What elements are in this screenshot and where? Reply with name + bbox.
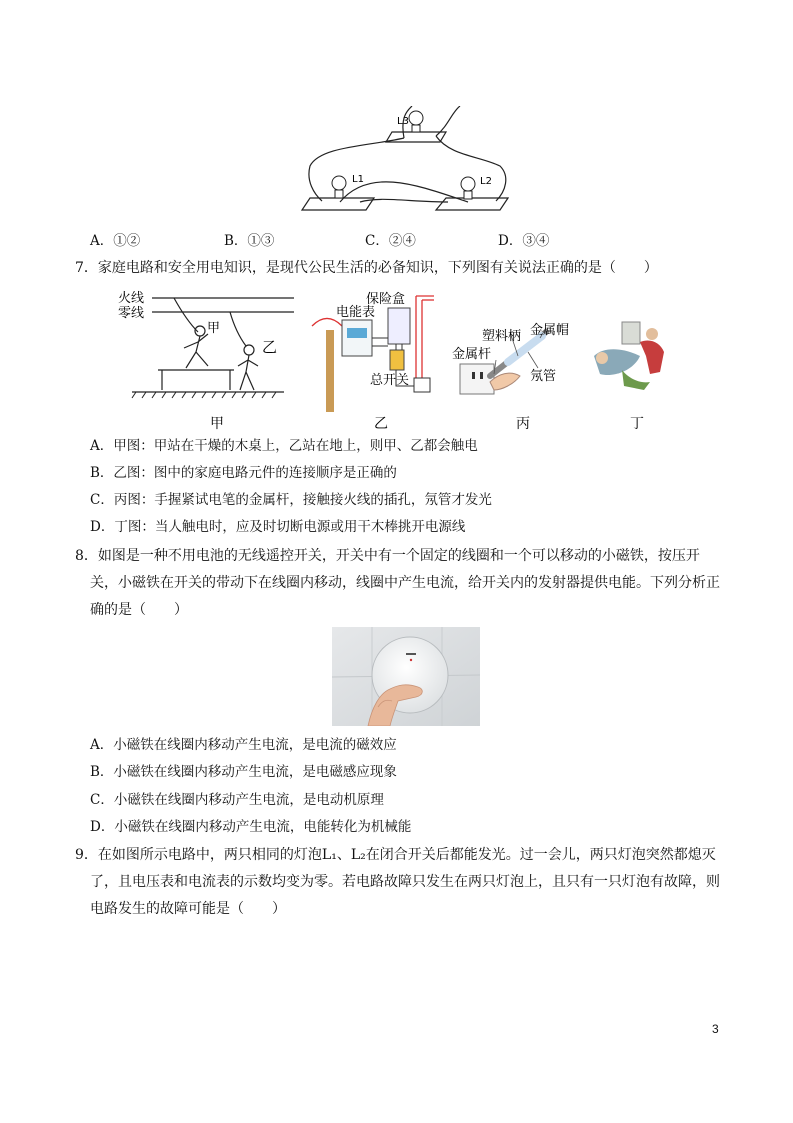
q6-option-a: A．①② xyxy=(90,233,141,249)
q7-jia-person-a-label: 甲 xyxy=(207,321,221,336)
q8-stem-line-2: 关，小磁铁在开关的带动下在线圈内移动，线圈中产生电流，给开关内的发射器提供电能。下列分析正 xyxy=(90,575,720,591)
q6-label-l3: L3 xyxy=(397,116,409,127)
q7-jia-live-label: 火线 xyxy=(118,291,145,306)
q7-option-c: C．丙图：手握紧试电笔的金属杆，接触接火线的插孔，氖管才发光 xyxy=(90,492,492,508)
q6-option-d: D．③④ xyxy=(498,233,550,249)
q9-stem-line-3: 电路发生的故障可能是（ ） xyxy=(90,901,286,917)
q6-label-l1: L1 xyxy=(352,174,364,185)
q7-figure-yi xyxy=(302,286,450,434)
q7-yi-switch-label: 总开关 xyxy=(370,373,410,388)
q8-stem-line-1: 8．如图是一种不用电池的无线遥控开关，开关中有一个固定的线圈和一个可以移动的小磁铁，按压开 xyxy=(75,548,700,564)
q7-bing-cap-label: 金属帽 xyxy=(530,323,570,338)
q7-yi-meter-label: 电能表 xyxy=(336,305,376,320)
q9-stem-line-2: 了，且电压表和电流表的示数均变为零。若电路故障只发生在两只灯泡上，且只有一只灯泡有故障，则 xyxy=(90,874,720,890)
q8-stem-line-3: 确的是（ ） xyxy=(90,602,188,618)
q7-caption-jia: 甲 xyxy=(210,416,224,432)
q7-jia-person-b-label: 乙 xyxy=(262,338,278,356)
q6-circuit-figure xyxy=(300,106,515,220)
q7-figure-jia xyxy=(112,286,297,434)
q7-option-b: B．乙图：图中的家庭电路元件的连接顺序是正确的 xyxy=(90,465,397,481)
q7-bing-plastic-label: 塑料柄 xyxy=(482,329,522,344)
q6-option-b: B．①③ xyxy=(224,233,275,249)
page-number: 3 xyxy=(712,1022,719,1036)
q8-option-c: C．小磁铁在线圈内移动产生电流，是电动机原理 xyxy=(90,792,384,808)
q7-option-a: A．甲图：甲站在干燥的木桌上，乙站在地上，则甲、乙都会触电 xyxy=(90,438,478,454)
q7-caption-bing: 丙 xyxy=(516,416,530,432)
q7-stem: 7．家庭电路和安全用电知识，是现代公民生活的必备知识，下列图有关说法正确的是（ ） xyxy=(75,260,658,276)
q7-figure-bing xyxy=(450,286,586,434)
q6-option-c: C．②④ xyxy=(365,233,416,249)
q8-option-b: B．小磁铁在线圈内移动产生电流，是电磁感应现象 xyxy=(90,764,397,780)
q7-option-d: D．丁图：当人触电时，应及时切断电源或用干木棒挑开电源线 xyxy=(90,519,466,535)
q8-option-d: D．小磁铁在线圈内移动产生电流，电能转化为机械能 xyxy=(90,819,412,835)
q7-caption-yi: 乙 xyxy=(374,416,388,432)
q7-jia-neutral-label: 零线 xyxy=(118,306,145,321)
q8-option-a: A．小磁铁在线圈内移动产生电流，是电流的磁效应 xyxy=(90,737,397,753)
q6-label-l2: L2 xyxy=(480,176,492,187)
q9-stem-line-1: 9．在如图所示电路中，两只相同的灯泡L₁、L₂在闭合开关后都能发光。过一会儿，两只灯泡突然都熄灭 xyxy=(75,847,716,863)
q7-bing-tube-label: 氖管 xyxy=(530,369,557,384)
q7-bing-rod-label: 金属杆 xyxy=(452,347,492,362)
q7-caption-ding: 丁 xyxy=(630,416,644,432)
q7-figure-ding xyxy=(584,286,684,434)
q7-yi-fusebox-label: 保险盒 xyxy=(366,292,406,307)
q8-switch-photo xyxy=(332,627,480,726)
